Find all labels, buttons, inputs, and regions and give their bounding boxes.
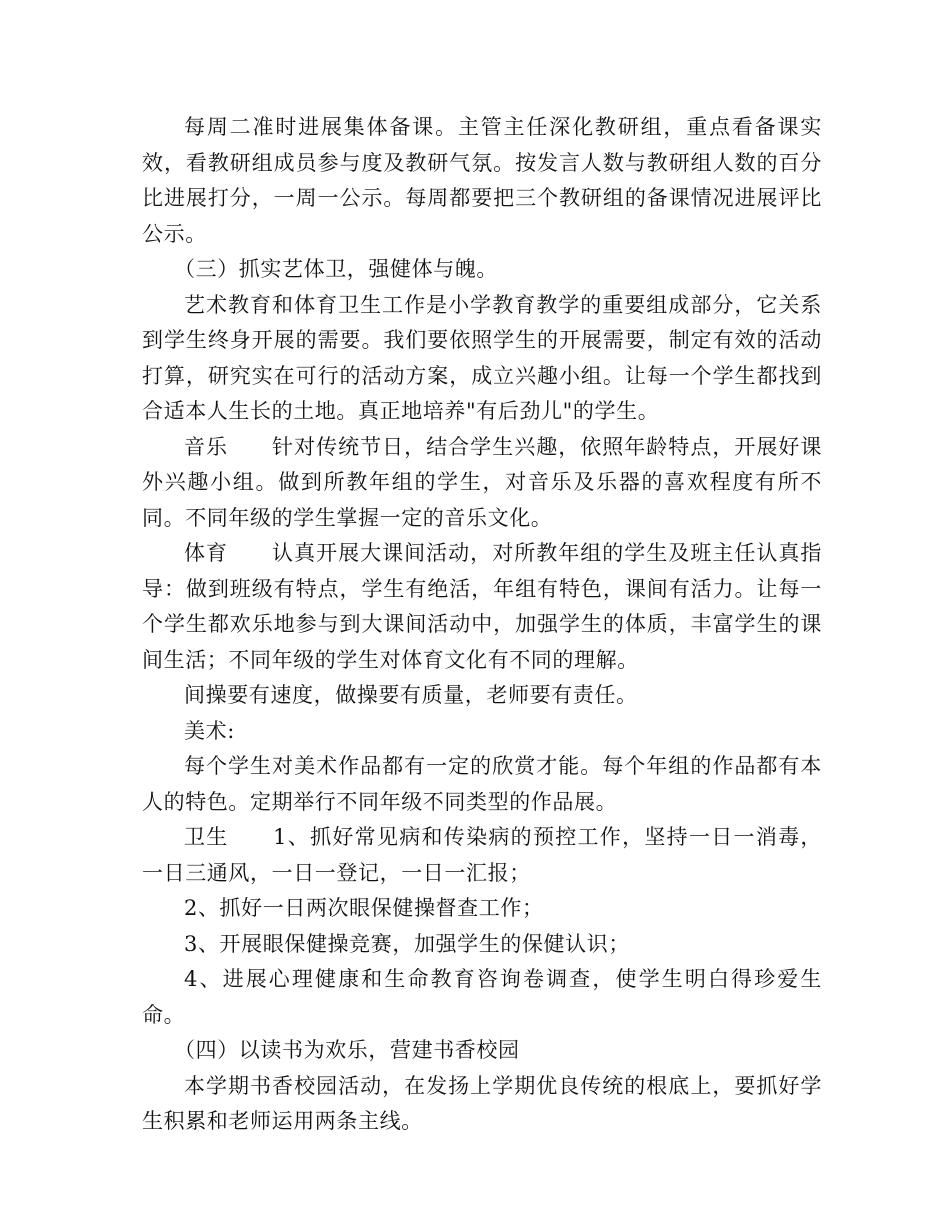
paragraph-health: 卫生 1、抓好常见病和传染病的预控工作，坚持一日一消毒，一日三通风，一日一登记，一日一汇报； (142, 825, 822, 885)
paragraph-sports: 体育 认真开展大课间活动，对所教年组的学生及班主任认真指导：做到班级有特点，学生有绝活，年组有特色，课间有活力。让每一个学生都欢乐地参与到大课间活动中，加强学生的体质，丰富学生的课间生活；不同年级的学生对体育文化有不同的理解。 (142, 541, 822, 672)
list-item-health-4: 4、进展心理健康和生命教育咨询卷调查，使学生明白得珍爱生命。 (142, 967, 822, 1027)
paragraph-art: 每个学生对美术作品都有一定的欣赏才能。每个年组的作品都有本人的特色。定期举行不同年级不同类型的作品展。 (142, 754, 822, 814)
section-heading-four: （四）以读书为欢乐，营建书香校园 (174, 1038, 520, 1062)
list-item-health-2: 2、抓好一日两次眼保健操督查工作； (184, 896, 544, 920)
section-heading-three: （三）抓实艺体卫，强健体与魄。 (174, 257, 498, 281)
paragraph-reading-campus: 本学期书香校园活动，在发扬上学期优良传统的根底上，要抓好学生积累和老师运用两条主线。 (142, 1073, 822, 1133)
list-item-health-3: 3、开展眼保健操竞赛，加强学生的保健认识； (184, 931, 630, 956)
paragraph-exercise: 间操要有速度，做操要有质量，老师要有责任。 (184, 683, 638, 707)
document-body (142, 110, 822, 1140)
paragraph-arts-sports-health: 艺术教育和体育卫生工作是小学教育教学的重要组成部分，它关系到学生终身开展的需要。我们要依照学生的开展需要，制定有效的活动打算，研究实在可行的活动方案，成立兴趣小组。让每一个学生都找到合适本人生长的土地。真正地培养"有后劲儿"的学生。 (142, 292, 822, 423)
paragraph-music: 音乐 针对传统节日，结合学生兴趣，依照年龄特点，开展好课外兴趣小组。做到所教年组的学生，对音乐及乐器的喜欢程度有所不同。不同年级的学生掌握一定的音乐文化。 (142, 434, 822, 530)
paragraph-art-label: 美术: (184, 718, 235, 743)
paragraph-collective-lesson-prep: 每周二准时进展集体备课。主管主任深化教研组，重点看备课实效，看教研组成员参与度及教研气氛。按发言人数与教研组人数的百分比进展打分，一周一公示。每周都要把三个教研组的备课情况进展评比公示。 (142, 115, 822, 246)
